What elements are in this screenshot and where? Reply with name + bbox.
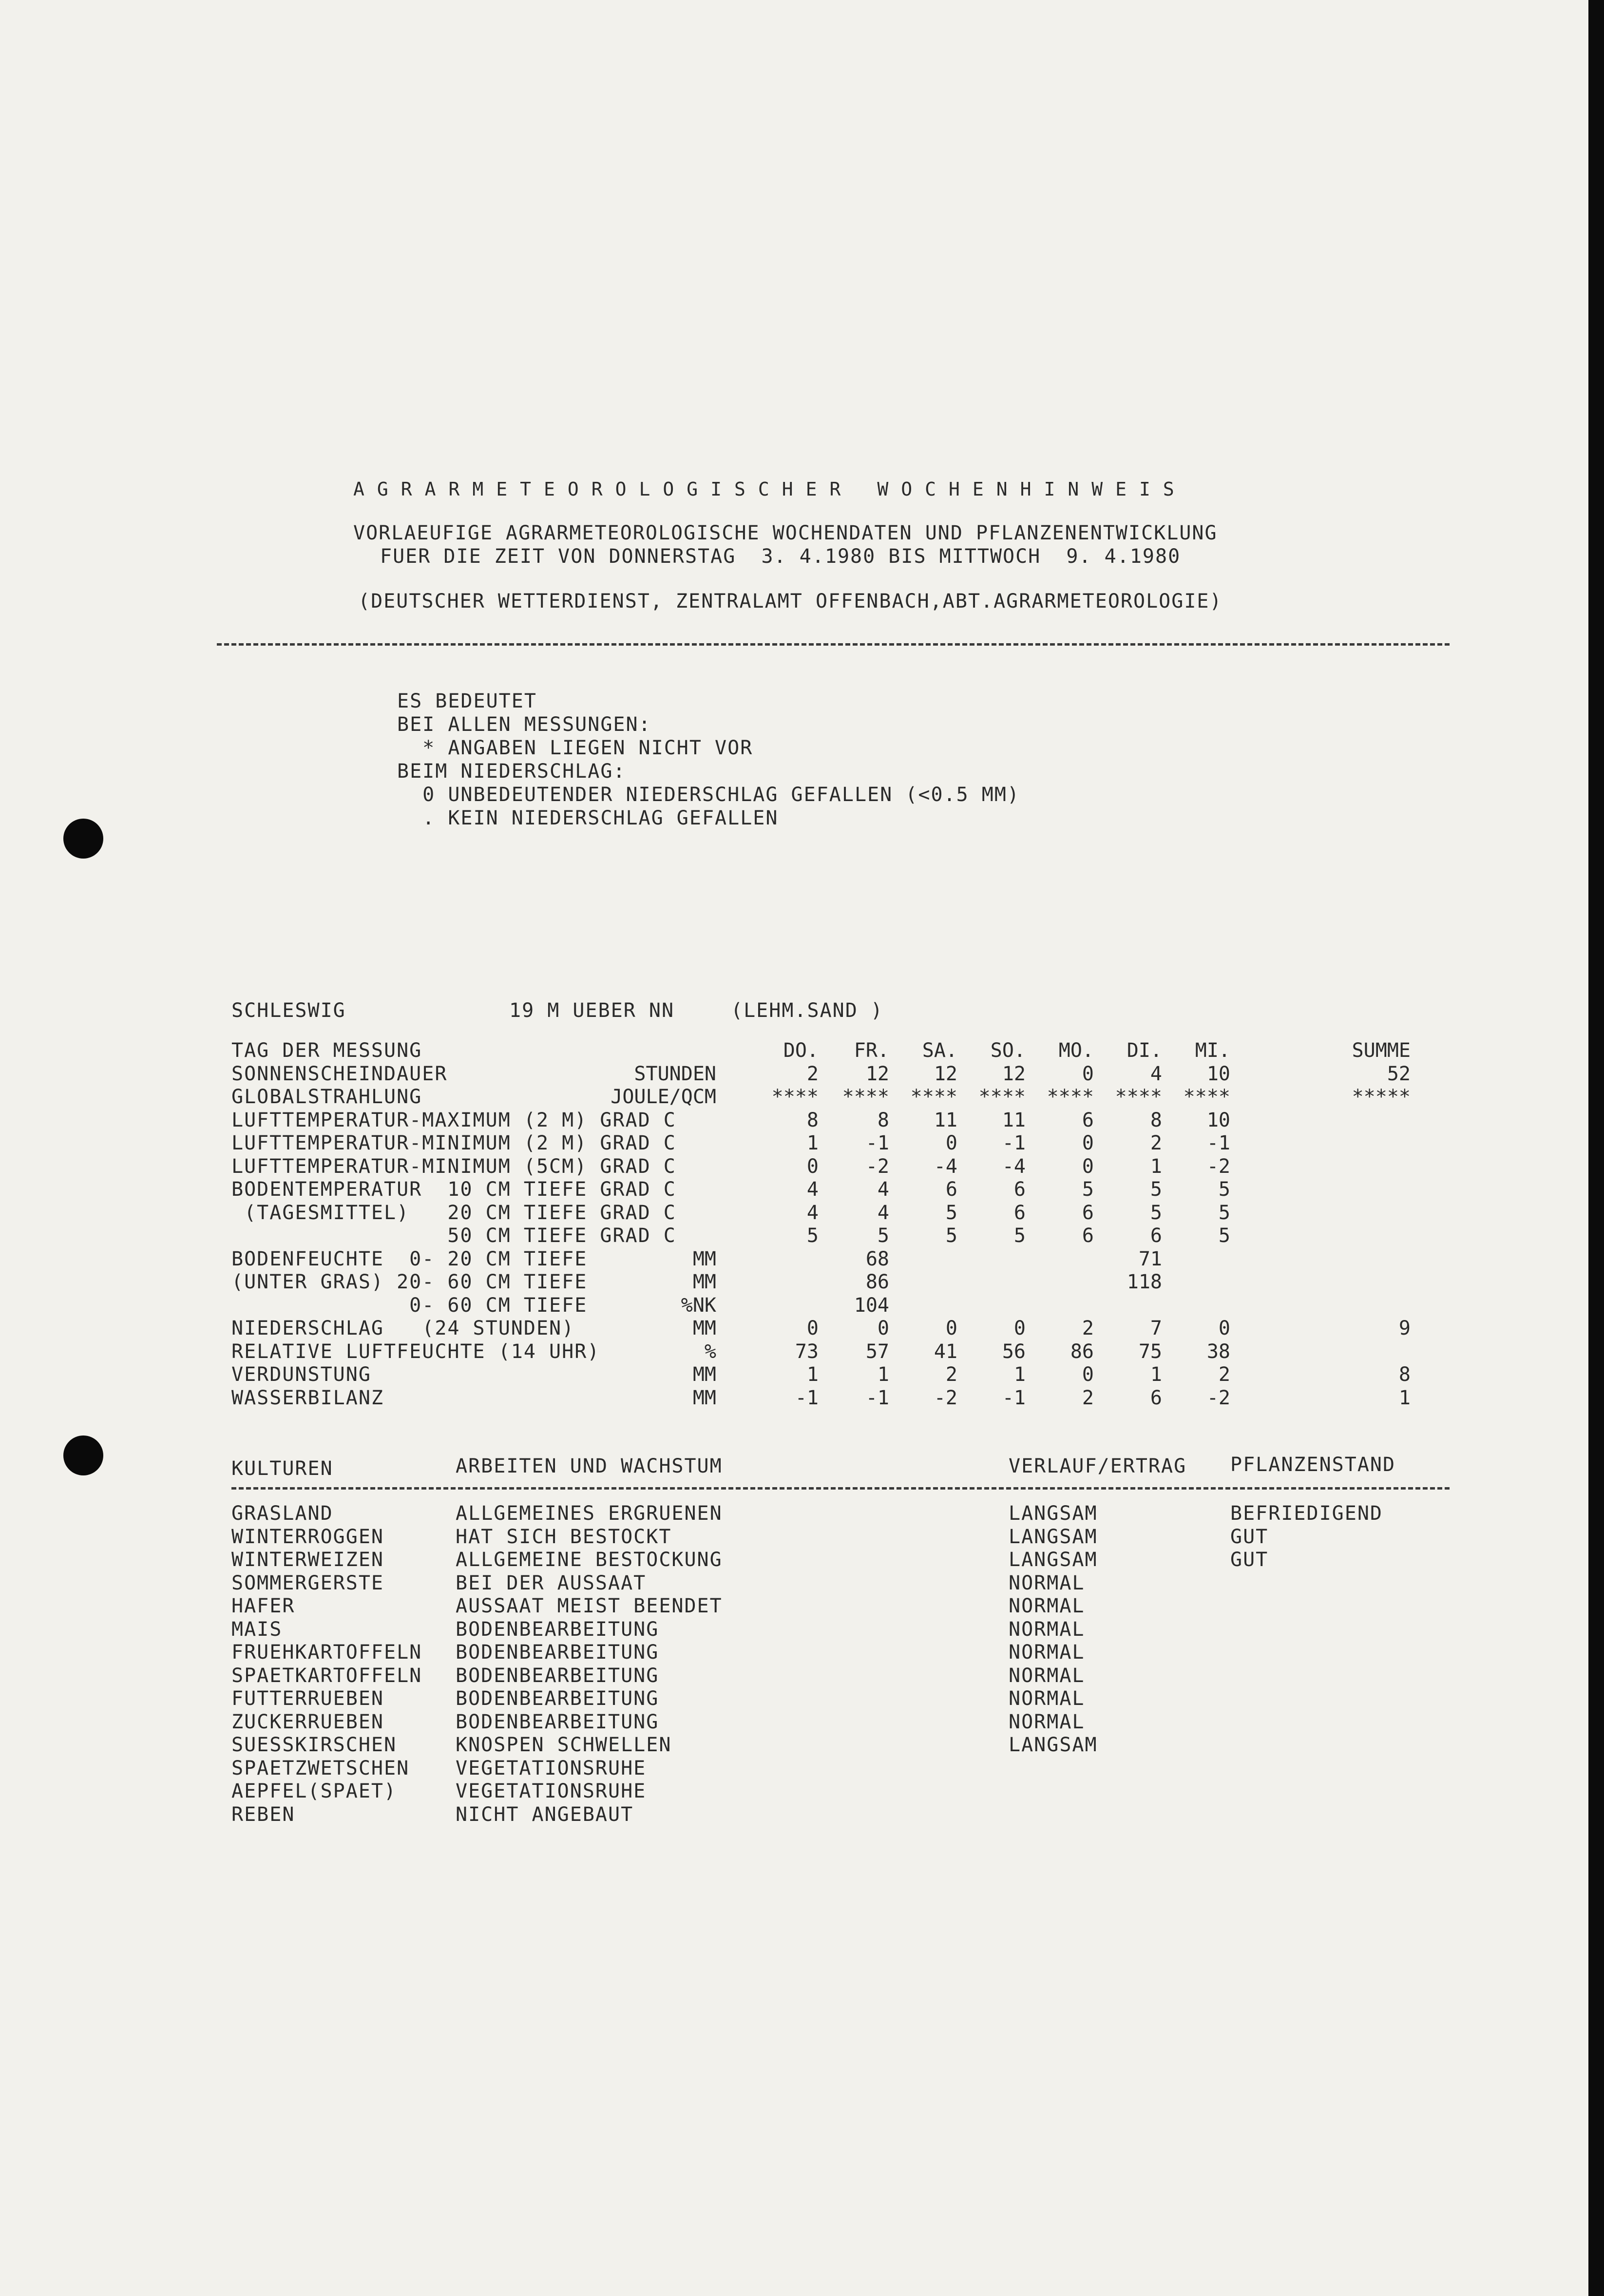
table-cell: -1 <box>865 1386 889 1409</box>
table-cell: 8 <box>806 1109 819 1131</box>
table-cell: 68 <box>865 1247 889 1270</box>
table-row-label: 0- 60 CM TIEFE <box>231 1294 588 1317</box>
table-cell: 2 <box>1218 1363 1230 1386</box>
legend-line-4: BEIM NIEDERSCHLAG: <box>397 760 626 783</box>
table-cell: 4 <box>877 1201 889 1224</box>
crop-work: VEGETATIONSRUHE <box>456 1757 647 1779</box>
table-row-unit: STUNDEN <box>634 1062 716 1085</box>
table-cell: 2 <box>945 1363 957 1386</box>
table-cell: -2 <box>934 1386 957 1409</box>
legend-line-3: * ANGABEN LIEGEN NICHT VOR <box>397 737 753 759</box>
table-cell: -2 <box>1206 1386 1230 1409</box>
crop-work: KNOSPEN SCHWELLEN <box>456 1734 672 1756</box>
table-row-label: BODENFEUCHTE 0- 20 CM TIEFE <box>231 1247 588 1270</box>
table-cell: 86 <box>865 1271 889 1293</box>
table-cell: 104 <box>854 1294 889 1317</box>
table-cell: 8 <box>1150 1109 1162 1131</box>
table-cell: 5 <box>1013 1225 1026 1247</box>
table-cell: 5 <box>945 1201 957 1224</box>
table-cell: 75 <box>1138 1340 1162 1363</box>
table-cell: 4 <box>1150 1062 1162 1085</box>
crop-name: WINTERWEIZEN <box>231 1549 384 1571</box>
table-cell: 0 <box>1218 1317 1230 1339</box>
table-cell: 0 <box>1082 1062 1094 1085</box>
table-cell: 1 <box>806 1132 819 1154</box>
crop-trend: NORMAL <box>1009 1595 1085 1617</box>
table-cell: 7 <box>1150 1317 1162 1339</box>
legend-line-1: ES BEDEUTET <box>397 690 537 712</box>
legend-line-2: BEI ALLEN MESSUNGEN: <box>397 713 651 736</box>
table-row-unit: JOULE/QCM <box>611 1086 716 1108</box>
table-cell-sum: 52 <box>1387 1062 1411 1085</box>
table-cell: 5 <box>1218 1225 1230 1247</box>
crop-trend: NORMAL <box>1009 1710 1085 1733</box>
table-cell: 11 <box>1002 1109 1026 1131</box>
station-height: 19 M UEBER NN <box>509 999 675 1022</box>
day-header: SA. <box>922 1039 957 1062</box>
table-cell: 38 <box>1206 1340 1230 1363</box>
table-cell: 1 <box>1150 1363 1162 1386</box>
table-cell: 71 <box>1138 1247 1162 1270</box>
table-row-unit: MM <box>692 1386 716 1409</box>
table-cell: 8 <box>877 1109 889 1131</box>
table-cell: 10 <box>1206 1109 1230 1131</box>
table-cell: 1 <box>1013 1363 1026 1386</box>
station-soil: (LEHM.SAND ) <box>731 999 883 1022</box>
table-row-label: (UNTER GRAS) 20- 60 CM TIEFE <box>231 1271 588 1293</box>
table-cell: -2 <box>865 1155 889 1178</box>
table-cell: 4 <box>877 1178 889 1201</box>
crop-work: HAT SICH BESTOCKT <box>456 1525 672 1548</box>
table-cell: **** <box>910 1086 957 1108</box>
legend-line-6: . KEIN NIEDERSCHLAG GEFALLEN <box>397 807 779 829</box>
table-cell: 2 <box>806 1062 819 1085</box>
table-cell: **** <box>842 1086 889 1108</box>
crop-trend: NORMAL <box>1009 1571 1085 1594</box>
crop-trend: NORMAL <box>1009 1687 1085 1710</box>
day-header: DI. <box>1127 1039 1162 1062</box>
punch-hole-top <box>63 819 103 859</box>
table-row-unit: MM <box>692 1247 716 1270</box>
crop-trend: LANGSAM <box>1009 1502 1098 1525</box>
table-row-label: GLOBALSTRAHLUNG <box>231 1086 422 1108</box>
table-cell: 118 <box>1127 1271 1162 1293</box>
table-cell: 5 <box>945 1225 957 1247</box>
crop-work: ALLGEMEINE BESTOCKUNG <box>456 1549 723 1571</box>
crop-work: BODENBEARBEITUNG <box>456 1618 659 1641</box>
crop-trend: LANGSAM <box>1009 1734 1098 1756</box>
crops-header-arbeiten: ARBEITEN UND WACHSTUM <box>456 1455 723 1477</box>
table-row-label: LUFTTEMPERATUR-MAXIMUM (2 M) GRAD C <box>231 1109 676 1131</box>
crop-work: ALLGEMEINES ERGRUENEN <box>456 1502 723 1525</box>
table-cell-sum: ***** <box>1352 1086 1411 1108</box>
table-cell: 5 <box>1150 1201 1162 1224</box>
table-cell: 6 <box>1082 1109 1094 1131</box>
divider-top <box>217 643 1450 646</box>
table-cell: 2 <box>1082 1386 1094 1409</box>
crop-name: AEPFEL(SPAET) <box>231 1780 397 1802</box>
table-cell: **** <box>771 1086 819 1108</box>
table-cell: 1 <box>806 1363 819 1386</box>
table-row-label: SONNENSCHEINDAUER <box>231 1062 448 1085</box>
table-cell: 0 <box>806 1317 819 1339</box>
crops-header-kulturen: KULTUREN <box>231 1457 333 1480</box>
crop-work: BODENBEARBEITUNG <box>456 1687 659 1710</box>
header-line-3: (DEUTSCHER WETTERDIENST, ZENTRALAMT OFFENBACH,ABT.AGRARMETEOROLOGIE) <box>358 590 1222 612</box>
table-cell: 6 <box>1082 1201 1094 1224</box>
crop-work: BODENBEARBEITUNG <box>456 1710 659 1733</box>
table-cell: 73 <box>795 1340 819 1363</box>
table-cell: -1 <box>865 1132 889 1154</box>
crops-header-stand: PFLANZENSTAND <box>1230 1454 1396 1476</box>
table-cell: 0 <box>1082 1363 1094 1386</box>
table-cell: 5 <box>1150 1178 1162 1201</box>
table-cell: 6 <box>945 1178 957 1201</box>
crop-trend: NORMAL <box>1009 1641 1085 1664</box>
table-row-label: RELATIVE LUFTFEUCHTE (14 UHR) <box>231 1340 600 1363</box>
crop-work: NICHT ANGEBAUT <box>456 1803 634 1826</box>
day-header: FR. <box>854 1039 889 1062</box>
header-line-1: VORLAEUFIGE AGRARMETEOROLOGISCHE WOCHENDATEN UND PFLANZENENTWICKLUNG <box>353 522 1218 544</box>
crop-work: BEI DER AUSSAAT <box>456 1571 647 1594</box>
punch-hole-bottom <box>63 1435 103 1475</box>
document-title: AGRARMETEOROLOGISCHER WOCHENHINWEIS <box>353 478 1187 500</box>
table-cell: 5 <box>877 1225 889 1247</box>
table-row-unit: %NK <box>681 1294 716 1317</box>
table-cell: -4 <box>934 1155 957 1178</box>
table-row-unit: MM <box>692 1271 716 1293</box>
table-cell: 4 <box>806 1178 819 1201</box>
divider-crops <box>231 1487 1450 1490</box>
table-cell: 12 <box>1002 1062 1026 1085</box>
table-cell: 2 <box>1082 1317 1094 1339</box>
table-cell: 6 <box>1013 1201 1026 1224</box>
table-cell-sum: 1 <box>1398 1386 1411 1409</box>
day-header: SO. <box>990 1039 1026 1062</box>
table-cell: 0 <box>877 1317 889 1339</box>
crop-state: GUT <box>1230 1549 1269 1571</box>
table-cell: 0 <box>1082 1132 1094 1154</box>
crop-work: BODENBEARBEITUNG <box>456 1664 659 1687</box>
table-cell: 10 <box>1206 1062 1230 1085</box>
table-cell: -2 <box>1206 1155 1230 1178</box>
table-cell: 6 <box>1150 1225 1162 1247</box>
table-cell: 12 <box>865 1062 889 1085</box>
crop-name: ZUCKERRUEBEN <box>231 1710 384 1733</box>
header-line-2: FUER DIE ZEIT VON DONNERSTAG 3. 4.1980 BIS MITTWOCH 9. 4.1980 <box>380 545 1181 568</box>
table-row-unit: MM <box>692 1317 716 1339</box>
crop-name: REBEN <box>231 1803 295 1826</box>
crop-work: AUSSAAT MEIST BEENDET <box>456 1595 723 1617</box>
legend-line-5: 0 UNBEDEUTENDER NIEDERSCHLAG GEFALLEN (<0.5 MM) <box>397 784 1020 806</box>
crop-work: BODENBEARBEITUNG <box>456 1641 659 1664</box>
table-cell: -1 <box>1002 1386 1026 1409</box>
crops-header-verlauf: VERLAUF/ERTRAG <box>1009 1455 1187 1477</box>
table-cell: 41 <box>934 1340 957 1363</box>
table-cell: 0 <box>1013 1317 1026 1339</box>
sum-header: SUMME <box>1352 1039 1411 1062</box>
table-cell: **** <box>978 1086 1026 1108</box>
crop-name: SOMMERGERSTE <box>231 1571 384 1594</box>
table-row-label: LUFTTEMPERATUR-MINIMUM (5CM) GRAD C <box>231 1155 676 1178</box>
table-row-label: LUFTTEMPERATUR-MINIMUM (2 M) GRAD C <box>231 1132 676 1154</box>
table-cell: 6 <box>1150 1386 1162 1409</box>
table-row-label: TAG DER MESSUNG <box>231 1039 422 1062</box>
table-row-label: WASSERBILANZ <box>231 1386 384 1409</box>
table-row-label: VERDUNSTUNG <box>231 1363 371 1386</box>
table-cell: 12 <box>934 1062 957 1085</box>
table-cell: 56 <box>1002 1340 1026 1363</box>
table-cell: 0 <box>1082 1155 1094 1178</box>
table-cell: 5 <box>1218 1201 1230 1224</box>
crop-name: MAIS <box>231 1618 283 1641</box>
table-cell-sum: 9 <box>1398 1317 1411 1339</box>
table-cell: -1 <box>1002 1132 1026 1154</box>
table-cell: 5 <box>1082 1178 1094 1201</box>
table-cell: 5 <box>806 1225 819 1247</box>
crop-trend: LANGSAM <box>1009 1525 1098 1548</box>
table-cell: -1 <box>795 1386 819 1409</box>
crop-name: WINTERROGGEN <box>231 1525 384 1548</box>
table-row-label: BODENTEMPERATUR 10 CM TIEFE GRAD C <box>231 1178 676 1201</box>
table-row-label: 50 CM TIEFE GRAD C <box>231 1225 676 1247</box>
table-row-unit: % <box>704 1340 716 1363</box>
table-cell: 57 <box>865 1340 889 1363</box>
day-header: MI. <box>1195 1039 1230 1062</box>
table-row-unit: MM <box>692 1363 716 1386</box>
table-cell: **** <box>1047 1086 1094 1108</box>
table-cell: 86 <box>1070 1340 1094 1363</box>
crop-name: FUTTERRUEBEN <box>231 1687 384 1710</box>
table-cell: **** <box>1183 1086 1230 1108</box>
table-cell: 0 <box>806 1155 819 1178</box>
crop-state: BEFRIEDIGEND <box>1230 1502 1383 1525</box>
crop-name: FRUEHKARTOFFELN <box>231 1641 422 1664</box>
table-cell: 11 <box>934 1109 957 1131</box>
day-header: DO. <box>783 1039 819 1062</box>
table-cell: -1 <box>1206 1132 1230 1154</box>
table-cell: 4 <box>806 1201 819 1224</box>
crop-trend: NORMAL <box>1009 1664 1085 1687</box>
table-row-label: NIEDERSCHLAG (24 STUNDEN) <box>231 1317 575 1339</box>
table-cell: 6 <box>1013 1178 1026 1201</box>
station-name: SCHLESWIG <box>231 999 346 1022</box>
crop-name: SPAETKARTOFFELN <box>231 1664 422 1687</box>
table-cell: **** <box>1115 1086 1162 1108</box>
table-cell-sum: 8 <box>1398 1363 1411 1386</box>
table-cell: 6 <box>1082 1225 1094 1247</box>
crop-name: SUESSKIRSCHEN <box>231 1734 397 1756</box>
crop-work: VEGETATIONSRUHE <box>456 1780 647 1802</box>
crop-trend: LANGSAM <box>1009 1549 1098 1571</box>
crop-name: GRASLAND <box>231 1502 333 1525</box>
day-header: MO. <box>1058 1039 1094 1062</box>
table-cell: -4 <box>1002 1155 1026 1178</box>
table-cell: 0 <box>945 1317 957 1339</box>
crop-name: HAFER <box>231 1595 295 1617</box>
table-cell: 1 <box>877 1363 889 1386</box>
crop-trend: NORMAL <box>1009 1618 1085 1641</box>
crop-name: SPAETZWETSCHEN <box>231 1757 410 1779</box>
table-cell: 5 <box>1218 1178 1230 1201</box>
crop-state: GUT <box>1230 1525 1269 1548</box>
table-row-label: (TAGESMITTEL) 20 CM TIEFE GRAD C <box>231 1201 676 1224</box>
table-cell: 2 <box>1150 1132 1162 1154</box>
table-cell: 1 <box>1150 1155 1162 1178</box>
table-cell: 0 <box>945 1132 957 1154</box>
